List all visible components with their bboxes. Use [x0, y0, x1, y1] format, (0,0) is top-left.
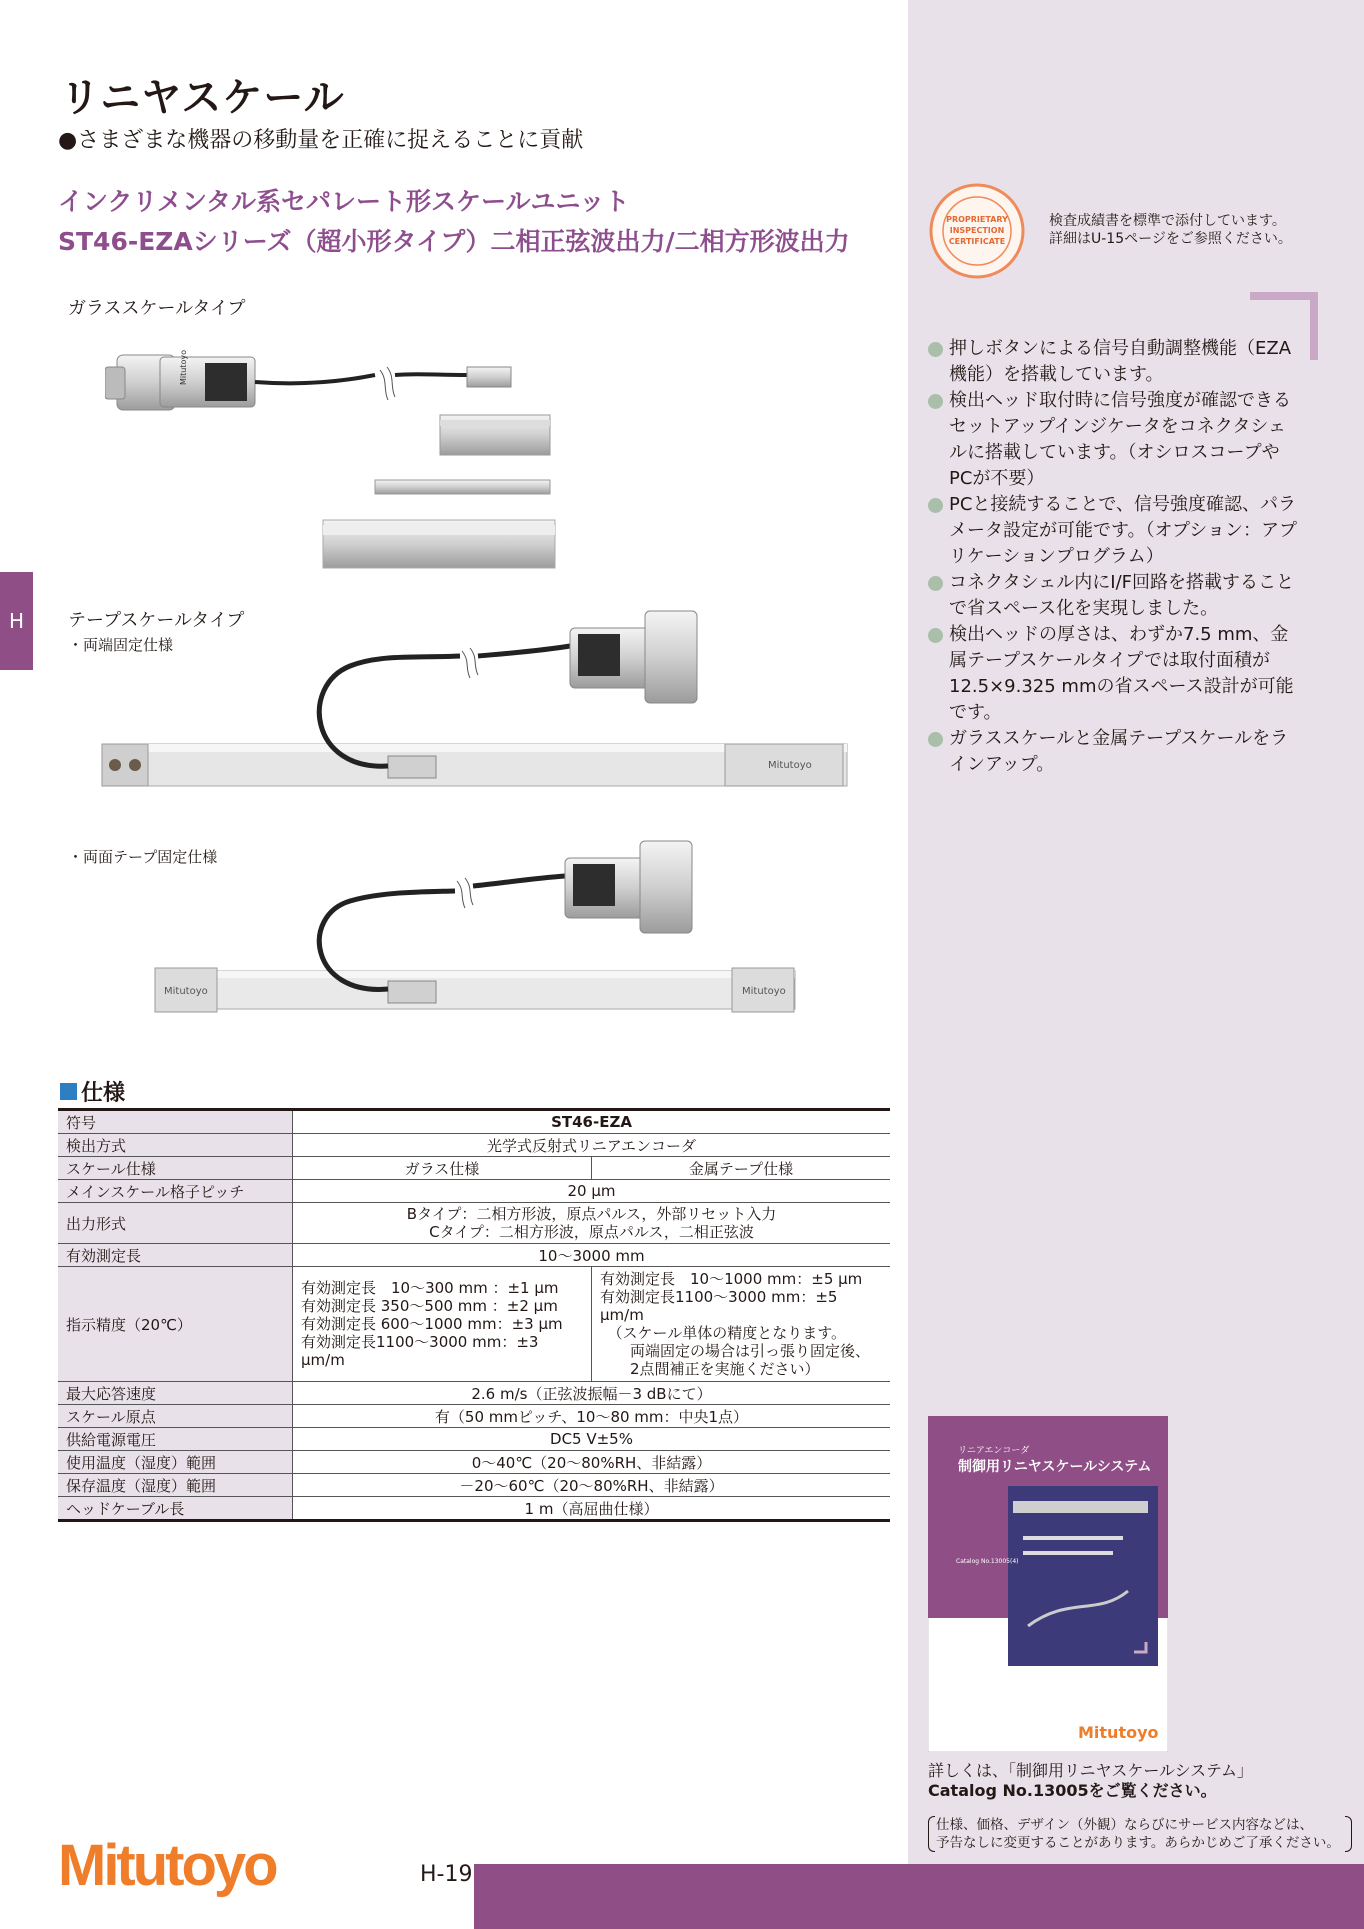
table-row: [58, 1405, 890, 1428]
output-c: Cタイプ：二相方形波，原点パルス，二相正弦波: [429, 1223, 754, 1241]
square-icon: [60, 1083, 77, 1100]
cover-title: 制御用リニヤスケールシステム: [958, 1459, 1152, 1475]
certificate-line-2: 詳細はU-15ページをご参照ください。: [1049, 231, 1292, 247]
tape-scale-label: テープスケールタイプ: [68, 610, 245, 631]
spec-value: [293, 1203, 891, 1244]
table-row: [58, 1203, 890, 1244]
stamp-line-1: PROPRIETARY: [946, 215, 1008, 224]
table-row: [58, 1382, 890, 1405]
table-row: [58, 1110, 890, 1134]
spec-value: ガラス仕様: [293, 1157, 592, 1180]
spec-model: ST46-EZA: [293, 1110, 891, 1134]
spec-key: 最大応答速度: [58, 1382, 293, 1405]
spec-key: 指示精度（20℃）: [58, 1267, 293, 1382]
spec-value: [293, 1267, 592, 1382]
table-row: [58, 1474, 890, 1497]
catalog-cover[interactable]: [928, 1416, 1168, 1752]
spec-key: 保存温度（湿度）範囲: [58, 1474, 293, 1497]
feature-item: 検出ヘッドの厚さは、わずか7.5 mm、金属テープスケールタイプでは取付面積が12.5×9.325 mmの省スペース設計が可能です。: [928, 622, 1298, 726]
paren-left-icon: [928, 1816, 935, 1852]
feature-list: [928, 336, 1298, 778]
tape-left-brand: Mitutoyo: [164, 986, 208, 997]
bullet-icon: [928, 394, 943, 409]
tape-end-brand: Mitutoyo: [768, 760, 812, 771]
spec-value: 10～3000 mm: [293, 1244, 891, 1267]
feature-item: ガラススケールと金属テープスケールをラインアップ。: [928, 726, 1298, 778]
table-row: [58, 1157, 890, 1180]
spec-table: [58, 1108, 890, 1522]
spec-value: 金属テープ仕様: [592, 1157, 891, 1180]
spec-value: －20～60℃（20～80%RH、非結露）: [293, 1474, 891, 1497]
bullet-icon: [928, 498, 943, 513]
accuracy-tape: 有効測定長 10～1000 mm：±5 μm 有効測定長1100～3000 mm：±5 μm/m （スケール単体の精度となります。 両端固定の場合は引っ張り固定後、 2点間補正を実施ください）: [600, 1270, 871, 1378]
stamp-line-2: INSPECTION: [949, 226, 1005, 235]
spec-value: 有（50 mmピッチ、10～80 mm：中央1点）: [293, 1405, 891, 1428]
table-row: [58, 1267, 890, 1382]
bullet-icon: [928, 576, 943, 591]
table-row: [58, 1497, 890, 1521]
spec-key: 供給電源電圧: [58, 1428, 293, 1451]
paren-right-icon: [1345, 1816, 1352, 1852]
stamp-line-3: CERTIFICATE: [948, 237, 1006, 246]
feature-item: 押しボタンによる信号自動調整機能（EZA機能）を搭載しています。: [928, 336, 1298, 388]
feature-item: コネクタシェル内にI/F回路を搭載することで省スペース化を実現しました。: [928, 570, 1298, 622]
feature-item: 検出ヘッド取付時に信号強度が確認できるセットアップインジケータをコネクタシェルに搭載しています。（オシロスコープやPCが不要）: [928, 388, 1298, 492]
connector-brand: Mitutoyo: [179, 350, 188, 385]
catalog-note-2: Catalog No.13005をご覧ください。: [928, 1781, 1217, 1800]
spec-key: 出力形式: [58, 1203, 293, 1244]
spec-value: DC5 V±5%: [293, 1428, 891, 1451]
glass-scale-photo: [105, 345, 565, 575]
series-heading-1: インクリメンタル系セパレート形スケールユニット: [58, 187, 630, 216]
glass-scale-label: ガラススケールタイプ: [68, 298, 246, 319]
certificate-note: [1049, 212, 1292, 248]
spec-key: 有効測定長: [58, 1244, 293, 1267]
spec-value: 2.6 m/s（正弦波振幅－3 dBにて）: [293, 1382, 891, 1405]
disclaimer: [928, 1816, 1340, 1852]
tape-scale-double-sided-photo: [150, 836, 810, 1026]
table-row: [58, 1244, 890, 1267]
certificate-line-1: 検査成績書を標準で添付しています。: [1049, 213, 1286, 229]
table-row: [58, 1428, 890, 1451]
disclaimer-line-1: 仕様、価格、デザイン（外観）ならびにサービス内容などは、: [936, 1817, 1314, 1833]
spec-key: スケール原点: [58, 1405, 293, 1428]
table-row: [58, 1134, 890, 1157]
spec-value: 0～40℃（20～80%RH、非結露）: [293, 1451, 891, 1474]
spec-value: 20 μm: [293, 1180, 891, 1203]
both-ends-label: ・両端固定仕様: [68, 636, 174, 654]
catalog-note: [928, 1761, 1253, 1801]
tape-scale-both-ends-photo: [100, 606, 850, 796]
spec-key: 符号: [58, 1110, 293, 1134]
page-number: H-19: [420, 1862, 473, 1887]
double-sided-label: ・両面テープ固定仕様: [68, 848, 218, 866]
table-row: [58, 1451, 890, 1474]
cover-catalog-no: Catalog No.13005(4): [956, 1558, 1019, 1565]
spec-value: [592, 1267, 891, 1382]
cover-brand: Mitutoyo: [1078, 1723, 1159, 1742]
spec-key: スケール仕様: [58, 1157, 293, 1180]
bullet-icon: [928, 732, 943, 747]
spec-key: 検出方式: [58, 1134, 293, 1157]
tape-right-brand: Mitutoyo: [742, 986, 786, 997]
footer-bar: [474, 1864, 1364, 1929]
bullet-icon: [928, 628, 943, 643]
cover-small-title: リニアエンコーダ: [958, 1446, 1030, 1456]
inspection-certificate-stamp: [928, 182, 1026, 280]
series-heading-2: ST46-EZAシリーズ（超小形タイプ）二相正弦波出力/二相方形波出力: [58, 227, 850, 256]
page-title: リニヤスケール: [60, 75, 345, 121]
brand-logo: Mitutoyo: [58, 1833, 276, 1898]
catalog-note-1: 詳しくは、「制御用リニヤスケールシステム」: [928, 1761, 1254, 1780]
spec-heading: 仕様: [60, 1076, 125, 1107]
table-row: [58, 1180, 890, 1203]
disclaimer-line-2: 予告なしに変更することがあります。あらかじめご了承ください。: [936, 1835, 1340, 1851]
accuracy-glass: 有効測定長 10～300 mm ：±1 μm 有効測定長 350～500 mm ：±2 μm 有効測定長 600～1000 mm：±3 μm 有効測定長1100～3000 mm：±3 μm/m: [301, 1279, 563, 1369]
feature-item: PCと接続することで、信号強度確認、パラメータ設定が可能です。（オプション：アプリケーションプログラム）: [928, 492, 1298, 570]
spec-key: メインスケール格子ピッチ: [58, 1180, 293, 1203]
bullet-icon: [928, 342, 943, 357]
spec-value: 光学式反射式リニアエンコーダ: [293, 1134, 891, 1157]
output-b: Bタイプ：二相方形波，原点パルス，外部リセット入力: [406, 1205, 777, 1223]
spec-key: ヘッドケーブル長: [58, 1497, 293, 1521]
section-tab[interactable]: H: [0, 572, 33, 670]
spec-value: 1 m（高屈曲仕様）: [293, 1497, 891, 1521]
spec-key: 使用温度（湿度）範囲: [58, 1451, 293, 1474]
page-subtitle: ●さまざまな機器の移動量を正確に捉えることに貢献: [58, 128, 584, 153]
